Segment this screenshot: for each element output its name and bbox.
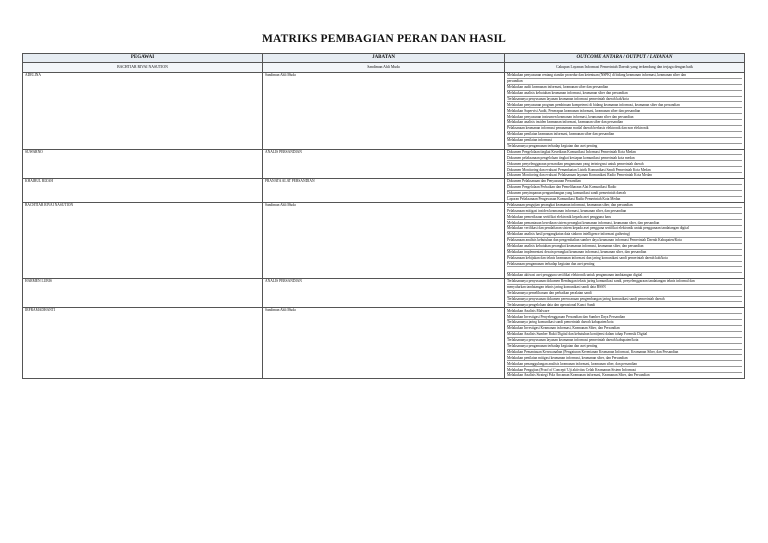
outputs-cell: [505, 308, 745, 379]
outputs-cell: [505, 278, 745, 307]
table-row: [23, 278, 745, 307]
pegawai-cell: IRFRAMADHANTI: [23, 308, 263, 379]
table-row: [23, 308, 745, 379]
output-item: Terlaksananya jaring komunikasi sandi pemerintah daerah kabupaten/kota: [507, 320, 742, 326]
table-row: [23, 149, 745, 178]
jabatan-cell: Sandiman Ahli Muda: [263, 202, 505, 278]
output-item: Dokumen Pengelolaan Perbaikan dan Pemeliharaan Alat Komunikasi Radio: [507, 185, 742, 191]
pegawai-cell: ADELINA: [23, 73, 263, 150]
output-item: Terlaksananya pengelolaan data dan operasional Kunci Sandi: [507, 302, 596, 307]
jabatan-cell: ANALIS PERSANDIAN: [263, 149, 505, 178]
output-item: Terlaksananya pemeliharaan dan perbaikan peralatan sandi: [507, 291, 742, 297]
output-item: menyalurkan tandatangan teknis jaring komunikasi sandi data BSSN: [507, 285, 742, 291]
output-item: Melakukan implementasi desain perangkat keamanan informasi, keamanan siber, dan persandian: [507, 250, 742, 256]
output-item: Terlaksananya pengamanan terhadap kegiatan dan aset penting: [507, 143, 598, 148]
output-item: Melakukan Pemantauan Kerawanahan (Pengaturan Kerentanan Keamanan Informasi, Keamanan Siber, dan Persandian: [507, 350, 742, 356]
pegawai-cell: KHAIRUL RIZAH: [23, 179, 263, 203]
matrix-table: [22, 53, 745, 379]
output-item: Laporan Pelaksanaan Pengawasan Komunikasi Radio Pemerintah Kota Medan: [507, 197, 621, 201]
table-row: [23, 179, 745, 203]
header-row: [23, 54, 745, 63]
output-item: Pelaksanaan pengujian perangkat keamanan informasi, keamanan siber, dan persandian: [507, 203, 742, 209]
output-item: Melakukan penanggulangan analisis keamanan informasi, keamanan siber, dan persandian: [507, 361, 742, 367]
output-item: Melakukan pemantauan kesediaan sistem perangkat keamanan informasi, keamanan siber, dan persandian: [507, 220, 742, 226]
output-item: Dokumen Monitoring dan evaluasi Pemanfaatan Listrik Komunikasi Sandi Pemerintah Kota Medan: [507, 167, 742, 173]
output-item: Melakukan pemeriksaan sertifikat elektronik kepada aset pengguna baru: [507, 214, 742, 220]
output-item: Melakukan penilaian informasi: [507, 138, 742, 144]
output-item: Melakukan analisis hasil pengangkatan data sinkron intelligence informasi gathering): [507, 232, 742, 238]
jabatan-cell: ANALIS PERSANDIAN: [263, 278, 505, 307]
subheader-pegawai: BACHTIAR RIVAI NASUTION: [23, 63, 263, 73]
subheader-outcome: Cakupan Layanan Informasi Pemerintah Daerah yang terkendung dan terjaga dengan baik: [505, 63, 745, 73]
output-item: persandian: [507, 79, 742, 85]
output-item: Dokumen Monitoring dan evaluasi Pelaksanaan layanan Komunikasi Radio Pemerintah Kota Medan: [507, 173, 652, 178]
page-title: MATRIKS PEMBAGIAN PERAN DAN HASIL: [261, 33, 507, 45]
subheader-row: [23, 63, 745, 73]
output-item: Melakukan Analisis Sumber Bukti Digital dan kebutuhan kontijensi dalam tahap Forensik Digital: [507, 332, 742, 338]
output-item: Pelaksanaan pengamanan terhadap kegiatan dan aset penting: [507, 262, 742, 268]
output-item: Melakukan aktivasi aset pengguna sertifikat elektronik untuk pengamanan tandatangan digital: [507, 273, 643, 278]
jabatan-cell: PRANATA ALAT PERSANDIAN: [263, 179, 505, 203]
table-row: [23, 202, 745, 278]
output-item: Melakukan penyusunan rentang standar prosedur dan ketentuan (NSPK) di bidang keamanan informasi, keamanan siber dan: [507, 73, 742, 79]
output-item: Pelaksanaan mitigasi insiden keamanan informasi, keamanan siber, dan persandian: [507, 208, 742, 214]
output-item: Dokumen pelaksanaan pengelolaan tingkat kesiapan komunikasi pemerintah kota medan: [507, 155, 742, 161]
outputs-cell: [505, 179, 745, 203]
output-item: Dokumen Pengelolaan tingkat Kesediaan Komunikasi Informasi Pemerintah Kota Medan: [507, 150, 742, 156]
output-item: Pelaksanaan kebijakan dan teknis keamanan informasi dan jaring komunikasi sandi pemerintah daerah kab/kota: [507, 256, 742, 262]
header-outcome: OUTCOME ANTARA / OUTPUT / LAYANAN: [505, 54, 745, 63]
header-jabatan: JABATAN: [263, 54, 505, 63]
pegawai-cell: HARMEN LUBIS: [23, 278, 263, 307]
output-item: Terlaksananya penyusunan layanan keamanan informasi pemerintah daerah kabupaten/kota: [507, 338, 742, 344]
outputs-cell: [505, 149, 745, 178]
output-item: Melakukan Supervisi Audit, Penerapan keamanan informasi, keamanan siber dan persandian: [507, 108, 742, 114]
outputs-cell: [505, 73, 745, 150]
output-item: Melakukan penilaian keamanan informasi, keamanan siber dan persandian: [507, 132, 742, 138]
output-item: Terlaksananya penyusunan dokumen Rembugan teknis jaring komunikasi sandi, penyelenggaraan tandatangan teknis informal dan: [507, 279, 742, 285]
jabatan-cell: Sandiman Ahli Muda: [263, 308, 505, 379]
output-item: Terlaksananya penyusunan layanan keamanan informasi pemerintah daerah kab/kota: [507, 97, 742, 103]
output-item: Melakukan audit keamanan informasi, keamanan siber dan persandian: [507, 85, 742, 91]
output-item: Melakukan Investigasi Keamanan informasi, Keamanan Siber, dan Persandian: [507, 326, 742, 332]
output-item: Melakukan verifikasi dan pendaftaran sistem kepada aset pengguna sertifikat elektronik untuk penggunaan tandatangan digital: [507, 226, 742, 232]
output-item: Dokumen penyelenggaraan persandian pengamanan yang terintegrasi untuk pemerintah daerah: [507, 161, 742, 167]
output-item: Pelaksanaan analisis kebutuhan dan pengembalian sumber daya keamanan informasi Pemerintah Daerah Kabupaten/Kota: [507, 238, 742, 244]
output-item: Melakukan penyusunan program pembinaan kompetensi di bidang keamanan informasi, keamanan siber dan persandian: [507, 102, 742, 108]
output-item: Pelaksanaan keamanan informasi penanaman modal daerah berbasis elektronik dan non elektronik: [507, 126, 742, 132]
output-item: Melakukan Investigasi Penyelenggaraan Persandian dan Sumber Daya Persandian: [507, 314, 742, 320]
jabatan-cell: Sandiman Ahli Muda: [263, 73, 505, 150]
table-row: [23, 73, 745, 150]
output-item: Melakukan analisis kebutuhan keamanan informasi, keamanan siber dan persandian: [507, 91, 742, 97]
output-item: Melakukan analisis insiden keamanan informasi, keamanan siber dan persandian: [507, 120, 742, 126]
pegawai-cell: SUWARNO: [23, 149, 263, 178]
output-item: Melakukan Pengujian (Proof of Concept/ Uji aktivitas Celah Keamanan Sistem Informasi: [507, 367, 742, 373]
output-item: Melakukan penyusunan instrumen keamanan informasi, keamanan siber dan persandian: [507, 114, 742, 120]
output-item: Melakukan Analisis Strategi Pola Ancaman Keamanan informasi, Keamanan Siber, dan Persandian: [507, 373, 650, 378]
output-item: Melakukan penilaian mitigasi keamanan informasi, keamanan siber, dan Persandian: [507, 355, 742, 361]
output-item: Terlaksananya pengamanan terhadap kegiatan dan aset penting: [507, 344, 742, 350]
output-item: Dokumen Pelaksanaan dan Penyusunan Persandian: [507, 179, 742, 185]
pegawai-cell: BACHTIAR RIVAI NASUTION: [23, 202, 263, 278]
outputs-cell: [505, 202, 745, 278]
output-item: Terlaksananya penyusunan dokumen perencanaan pengembangan jaring komunikasi sandi pemerintah daerah: [507, 297, 742, 303]
output-item: Dokumen penyimpanan pengumbangan yang komunikasi sandi pemerintah daerah: [507, 191, 742, 197]
subheader-jabatan: Sandiman Ahli Muda: [263, 63, 505, 73]
header-pegawai: PEGAWAI: [23, 54, 263, 63]
output-item: Melakukan analisis kebutuhan perangkat keamanan informasi, keamanan siber, dan persandian: [507, 244, 742, 250]
output-item: Melakukan Analisis Malware: [507, 308, 742, 314]
